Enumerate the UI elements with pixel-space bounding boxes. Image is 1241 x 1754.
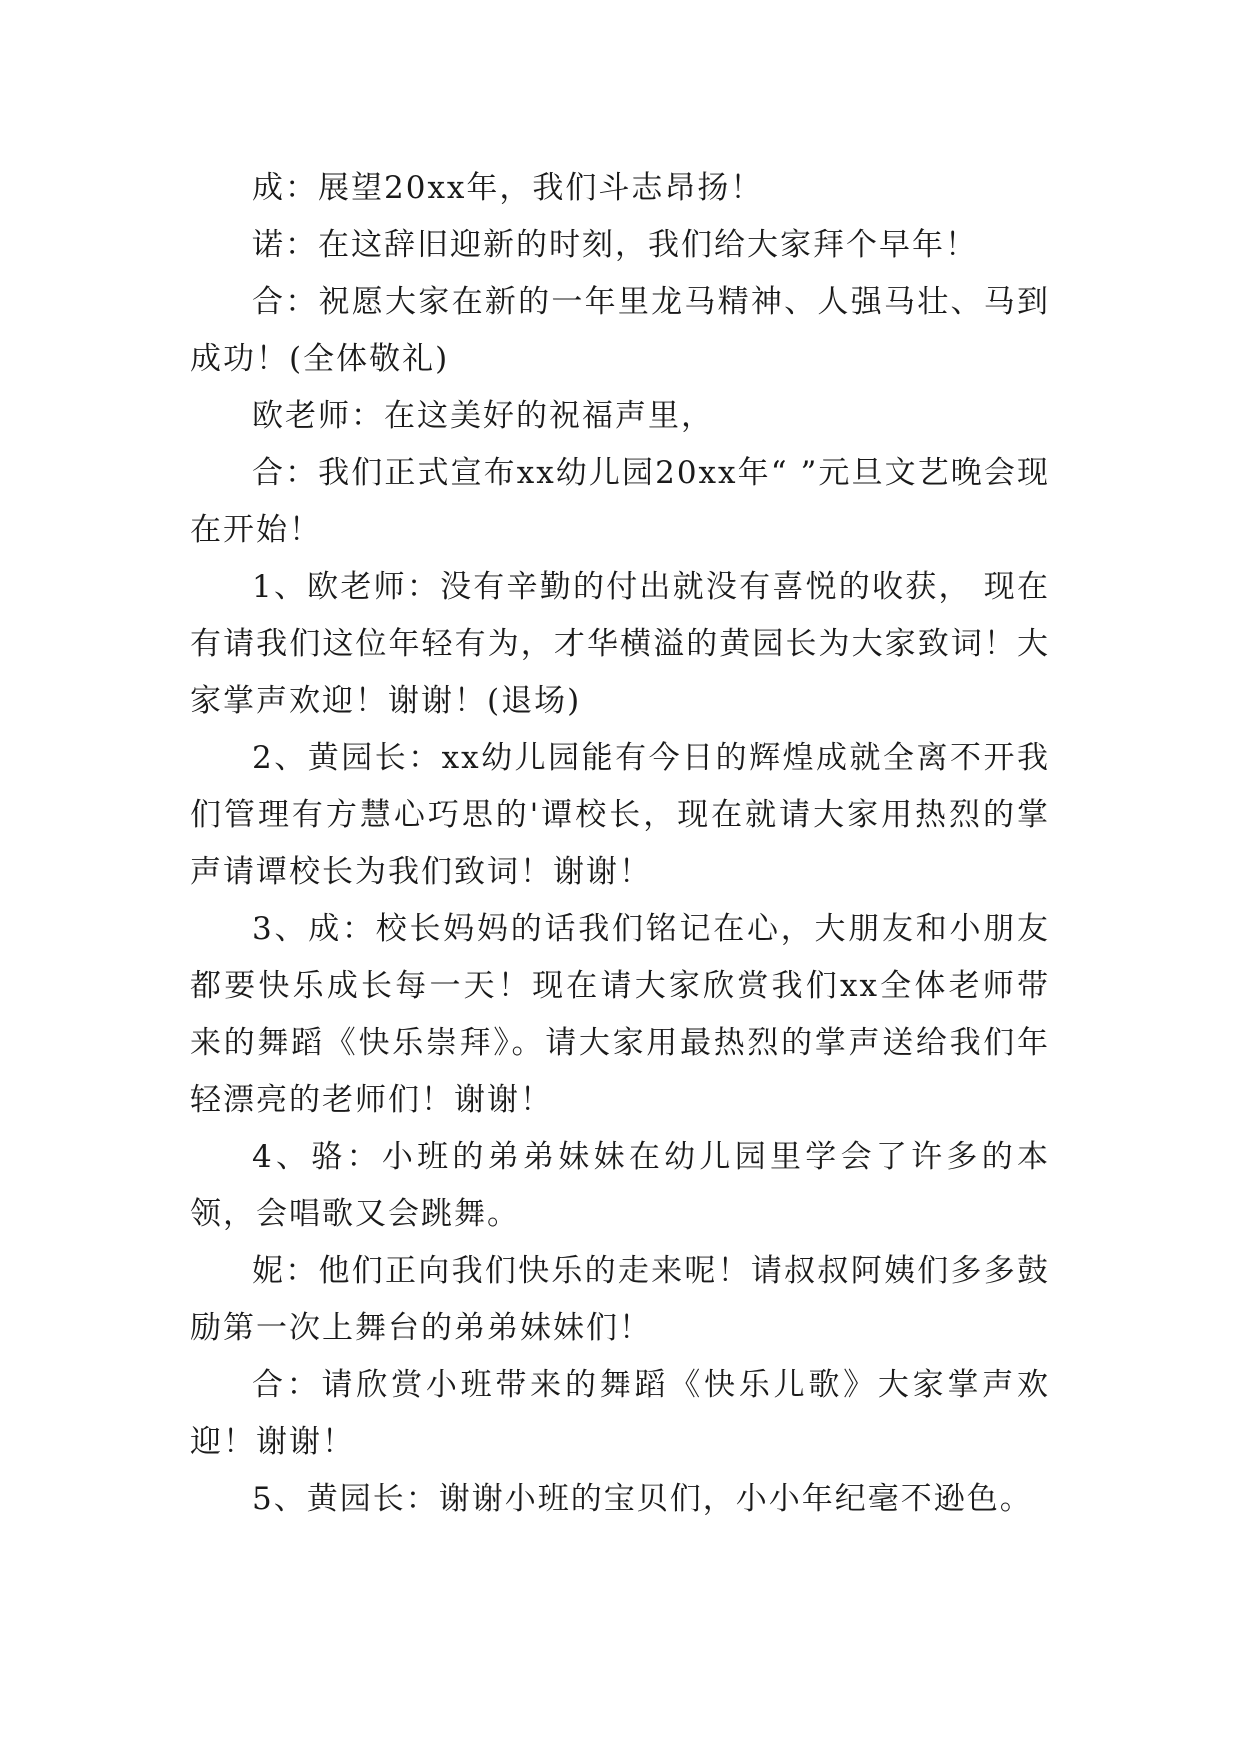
- paragraph-10: 妮：他们正向我们快乐的走来呢！请叔叔阿姨们多多鼓励第一次上舞台的弟弟妹妹们！: [190, 1253, 1050, 1346]
- paragraph-4: 欧老师：在这美好的祝福声里，: [252, 398, 714, 434]
- paragraph-7: 2、黄园长：xx幼儿园能有今日的辉煌成就全离不开我们管理有方慧心巧思的'谭校长，现在就请大家用热烈的掌声请谭校长为我们致词！谢谢！: [190, 740, 1050, 890]
- paragraph-2: 诺：在这辞旧迎新的时刻，我们给大家拜个早年！: [252, 227, 978, 263]
- paragraph-6: 1、欧老师：没有辛勤的付出就没有喜悦的收获， 现在有请我们这位年轻有为，才华横溢的黄园长为大家致词！大家掌声欢迎！谢谢！(退场): [190, 569, 1050, 719]
- paragraph-11: 合：请欣赏小班带来的舞蹈《快乐儿歌》大家掌声欢迎！谢谢！: [190, 1367, 1050, 1460]
- paragraph-8: 3、成：校长妈妈的话我们铭记在心，大朋友和小朋友都要快乐成长每一天！现在请大家欣赏我们xx全体老师带来的舞蹈《快乐崇拜》。请大家用最热烈的掌声送给我们年轻漂亮的老师们！谢谢！: [190, 911, 1050, 1118]
- paragraph-3: 合：祝愿大家在新的一年里龙马精神、人强马壮、马到成功！(全体敬礼): [190, 284, 1050, 377]
- paragraph-12: 5、黄园长：谢谢小班的宝贝们，小小年纪毫不逊色。: [252, 1481, 1033, 1517]
- paragraph-5: 合：我们正式宣布xx幼儿园20xx年“ ”元旦文艺晚会现在开始！: [190, 455, 1050, 548]
- document-body: [190, 160, 1050, 1528]
- paragraph-9: 4、骆：小班的弟弟妹妹在幼儿园里学会了许多的本领，会唱歌又会跳舞。: [190, 1139, 1050, 1232]
- paragraph-1: 成：展望20xx年，我们斗志昂扬！: [252, 170, 764, 206]
